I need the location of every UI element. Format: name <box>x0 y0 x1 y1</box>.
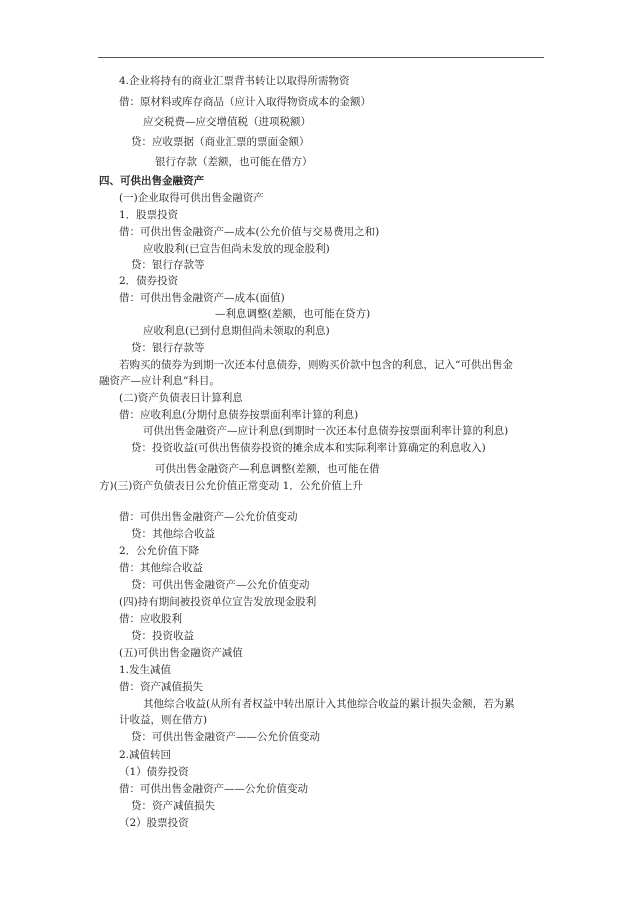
doc-line: 借：应收利息(分期付息债券按票面利率计算的利息) <box>119 409 359 421</box>
doc-line: 借：应收股利 <box>119 613 182 625</box>
doc-line: 贷：可供出售金融资产—公允价值变动 <box>131 579 310 591</box>
doc-line: 方)(三)资产负债表日公允价值正常变动 1．公允价值上升 <box>99 480 363 492</box>
doc-line: 应收股利(已宣告但尚未发放的现金股利) <box>143 243 330 255</box>
doc-line: 应交税费—应交增值税（进项税额） <box>143 116 311 128</box>
doc-line: 其他综合收益(从所有者权益中转出原计入其他综合收益的累计损失金额，若为累 <box>143 698 515 710</box>
doc-line: 2．债券投资 <box>119 275 179 287</box>
doc-line: 可供出售金融资产—利息调整(差额，也可能在借 <box>155 463 380 475</box>
doc-line: 若购买的债券为到期一次还本付息债券，则购买价款中包含的利息，记入“可供出售金 <box>119 359 513 371</box>
doc-line: 贷：资产减值损失 <box>131 800 215 812</box>
doc-line: 贷：其他综合收益 <box>131 528 215 540</box>
doc-line: （1）债券投资 <box>119 766 189 778</box>
header-rule <box>98 57 544 58</box>
doc-line: 贷：银行存款等 <box>131 259 205 271</box>
doc-line: 融资产—应计利息”科目。 <box>99 375 220 387</box>
doc-line: 贷：银行存款等 <box>131 342 205 354</box>
doc-line: 贷：投资收益(可供出售债券投资的摊余成本和实际利率计算确定的利息收入) <box>131 442 486 454</box>
doc-line: 借：可供出售金融资产—公允价值变动 <box>119 511 298 523</box>
doc-line: 应收利息(已到付息期但尚未领取的利息) <box>143 325 330 337</box>
doc-line: 可供出售金融资产—应计利息(到期时一次还本付息债券按票面利率计算的利息) <box>143 425 509 437</box>
doc-line: 银行存款（差额，也可能在借方） <box>155 156 313 168</box>
doc-line: (二)资产负债表日计算利息 <box>119 392 243 404</box>
doc-line: 借：原材料或库存商品（应计入取得物资成本的金额） <box>119 96 371 108</box>
doc-line: —利息调整(差额，也可能在贷方) <box>215 308 371 320</box>
doc-line: 借：其他综合收益 <box>119 562 203 574</box>
section-heading: 四、可供出售金融资产 <box>99 175 204 187</box>
doc-line: 贷：应收票据（商业汇票的票面金额） <box>131 136 310 148</box>
doc-line: (一)企业取得可供出售金融资产 <box>119 192 264 204</box>
doc-line: 4.企业将持有的商业汇票背书转让以取得所需物资 <box>119 75 350 87</box>
doc-line: 贷：可供出售金融资产——公允价值变动 <box>131 731 320 743</box>
doc-line: 借：可供出售金融资产——公允价值变动 <box>119 783 308 795</box>
doc-line: 借：资产减值损失 <box>119 681 203 693</box>
doc-line: 贷：投资收益 <box>131 630 194 642</box>
doc-line: （2）股票投资 <box>119 817 189 829</box>
doc-line: 2.减值转回 <box>119 749 172 761</box>
doc-line: 计收益，则在借方) <box>119 714 208 726</box>
doc-line: 1．股票投资 <box>119 209 179 221</box>
doc-line: (四)持有期间被投资单位宣告发放现金股利 <box>119 596 317 608</box>
doc-line: 2．公允价值下降 <box>119 545 200 557</box>
doc-line: 1.发生减值 <box>119 664 172 676</box>
doc-line: (五)可供出售金融资产减值 <box>119 647 243 659</box>
doc-line: 借：可供出售金融资产—成本(公允价值与交易费用之和) <box>119 226 380 238</box>
doc-line: 借：可供出售金融资产—成本(面值) <box>119 292 285 304</box>
